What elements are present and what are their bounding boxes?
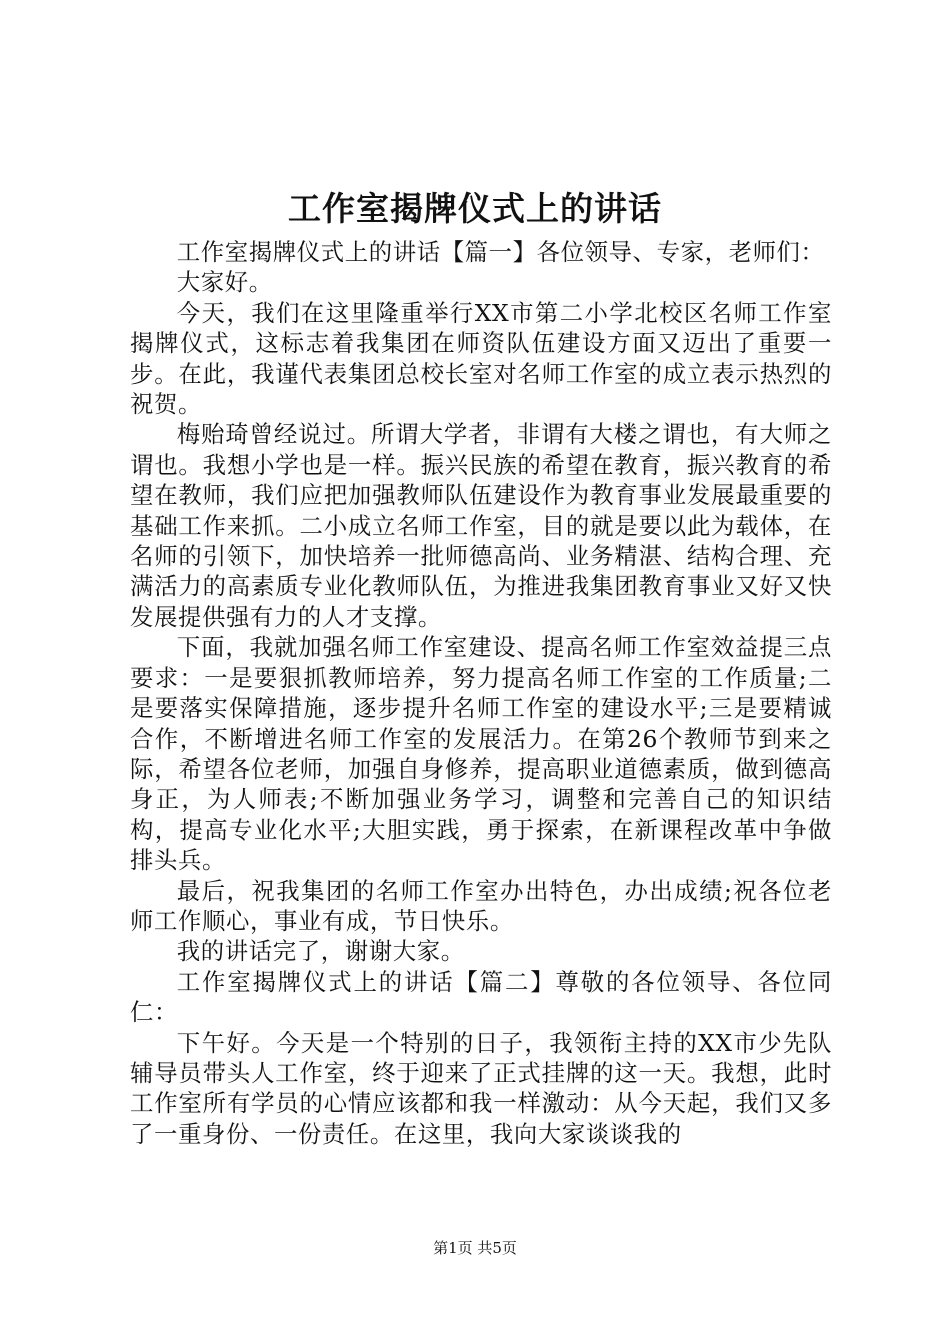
page-footer [0, 1238, 950, 1258]
paragraph: 工作室揭牌仪式上的讲话【篇二】尊敬的各位领导、各位同仁： [130, 967, 832, 1027]
document-body [130, 237, 832, 1149]
paragraph: 今天，我们在这里隆重举行XX市第二小学北校区名师工作室揭牌仪式，这标志着我集团在师资队伍建设方面又迈出了重要一步。在此，我谨代表集团总校长室对名师工作室的成立表示热烈的祝贺。 [130, 298, 832, 419]
paragraph: 下面，我就加强名师工作室建设、提高名师工作室效益提三点要求：一是要狠抓教师培养，努力提高名师工作室的工作质量;二是要落实保障措施，逐步提升名师工作室的建设水平;三是要精诚合作，不断增进名师工作室的发展活力。在第26个教师节到来之际，希望各位老师，加强自身修养，提高职业道德素质，做到德高身正，为人师表;不断加强业务学习，调整和完善自己的知识结构，提高专业化水平;大胆实践，勇于探索，在新课程改革中争做排头兵。 [130, 633, 832, 875]
document-title: 工作室揭牌仪式上的讲话 [288, 189, 662, 228]
paragraph: 工作室揭牌仪式上的讲话【篇一】各位领导、专家，老师们： [176, 238, 825, 266]
paragraph: 我的讲话完了，谢谢大家。 [176, 937, 465, 966]
paragraph: 最后，祝我集团的名师工作室办出特色，办出成绩;祝各位老师工作顺心，事业有成，节日快乐。 [130, 876, 832, 935]
paragraph: 下午好。今天是一个特别的日子，我领衔主持的XX市少先队辅导员带头人工作室，终于迎来了正式挂牌的这一天。我想，此时工作室所有学员的心情应该都和我一样激动：从今天起，我们又多了一重身份、一份责任。在这里，我向大家谈谈我的 [130, 1028, 832, 1148]
page-number: 第1页 共5页 [433, 1239, 517, 1257]
paragraph: 大家好。 [176, 268, 273, 297]
paragraph: 梅贻琦曾经说过。所谓大学者，非谓有大楼之谓也，有大师之谓也。我想小学也是一样。振兴民族的希望在教育，振兴教育的希望在教师，我们应把加强教师队伍建设作为教育事业发展最重要的基础工作来抓。二小成立名师工作室，目的就是要以此为载体，在名师的引领下，加快培养一批师德高尚、业务精湛、结构合理、充满活力的高素质专业化教师队伍，为推进我集团教育事业又好又快发展提供强有力的人才支撑。 [130, 420, 832, 631]
